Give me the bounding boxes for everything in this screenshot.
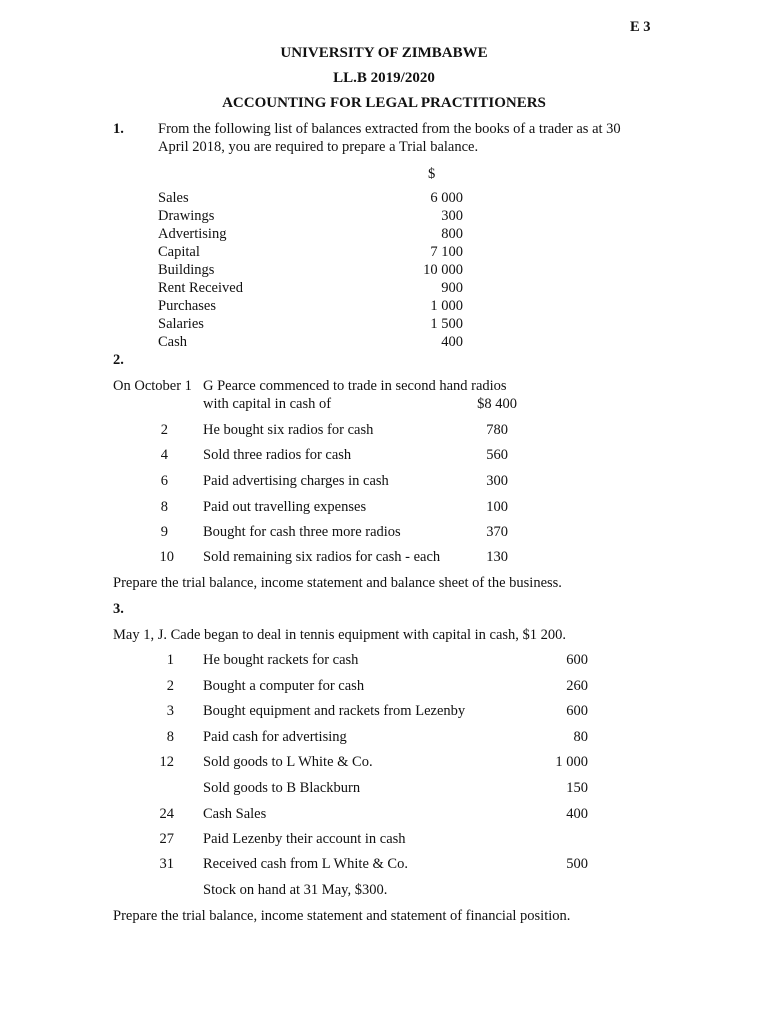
balance-amount: 300	[441, 208, 463, 224]
balance-name: Capital	[158, 244, 200, 260]
transaction-text: Paid out travelling expenses	[203, 499, 367, 515]
transaction-day: 9	[160, 524, 168, 540]
transaction-text: Paid cash for advertising	[203, 729, 347, 745]
stock-note: Stock on hand at 31 May, $300.	[203, 882, 388, 898]
transaction-day: 2	[160, 422, 168, 438]
transaction-amount: 600	[566, 652, 588, 668]
transaction-amount: 130	[486, 549, 508, 565]
transaction-amount: 150	[566, 780, 588, 796]
transaction-amount: 400	[566, 806, 588, 822]
transaction-day: 2	[166, 678, 174, 694]
transaction-day: 27	[159, 831, 174, 847]
balance-name: Advertising	[158, 226, 227, 242]
transaction-amount: 260	[566, 678, 588, 694]
question-2-intro-line2: with capital in cash of	[203, 396, 332, 412]
transaction-text: Paid advertising charges in cash	[203, 473, 389, 489]
question-1-number: 1.	[113, 121, 124, 137]
transaction-day: 8	[160, 499, 168, 515]
programme-title: LL.B 2019/2020	[333, 70, 435, 86]
currency-header: $	[428, 166, 436, 182]
transaction-amount: 80	[573, 729, 588, 745]
question-2-date: On October 1	[113, 378, 192, 394]
transaction-day: 12	[159, 754, 174, 770]
question-2-number: 2.	[113, 352, 124, 368]
transaction-day: 24	[159, 806, 174, 822]
transaction-text: Received cash from L White & Co.	[203, 856, 408, 872]
transaction-day: 6	[160, 473, 168, 489]
transaction-text: Sold three radios for cash	[203, 447, 352, 463]
transaction-text: Sold remaining six radios for cash - each	[203, 549, 441, 565]
balance-name: Purchases	[158, 298, 216, 314]
balance-amount: 400	[441, 334, 463, 350]
balance-amount: 7 100	[430, 244, 463, 260]
transaction-amount: 500	[566, 856, 588, 872]
transaction-text: Sold goods to B Blackburn	[203, 780, 361, 796]
question-3-number: 3.	[113, 601, 124, 617]
transaction-day: 31	[159, 856, 174, 872]
question-1-intro-line1: From the following list of balances extracted from the books of a trader as at 30	[158, 121, 621, 137]
transaction-text: Cash Sales	[203, 806, 267, 822]
question-2-intro-line1: G Pearce commenced to trade in second hand radios	[203, 378, 507, 394]
transaction-amount: 370	[486, 524, 508, 540]
transaction-day: 4	[160, 447, 168, 463]
transaction-amount: 300	[486, 473, 508, 489]
transaction-day: 10	[159, 549, 174, 565]
balance-name: Sales	[158, 190, 189, 206]
course-title: ACCOUNTING FOR LEGAL PRACTITIONERS	[222, 95, 546, 111]
transaction-text: He bought rackets for cash	[203, 652, 359, 668]
university-title: UNIVERSITY OF ZIMBABWE	[280, 45, 488, 61]
page-code: E 3	[630, 19, 651, 35]
balance-name: Rent Received	[158, 280, 243, 296]
question-3-intro: May 1, J. Cade began to deal in tennis equipment with capital in cash, $1 200.	[113, 627, 567, 643]
balance-name: Cash	[158, 334, 187, 350]
transaction-text: Bought for cash three more radios	[203, 524, 401, 540]
transaction-text: He bought six radios for cash	[203, 422, 374, 438]
transaction-amount: 1 000	[555, 754, 588, 770]
transaction-amount: 780	[486, 422, 508, 438]
question-1-intro-line2: April 2018, you are required to prepare a Trial balance.	[158, 139, 479, 155]
transaction-day: 8	[166, 729, 174, 745]
transaction-day: 3	[166, 703, 174, 719]
balance-amount: 1 000	[430, 298, 463, 314]
question-2-capital-amount: $8 400	[477, 396, 517, 412]
balance-amount: 10 000	[423, 262, 463, 278]
transaction-amount: 560	[486, 447, 508, 463]
balance-amount: 6 000	[430, 190, 463, 206]
transaction-text: Bought equipment and rackets from Lezenby	[203, 703, 466, 719]
balance-name: Salaries	[158, 316, 204, 332]
balance-amount: 900	[441, 280, 463, 296]
question-3-instruction: Prepare the trial balance, income statement and statement of financial position.	[113, 908, 571, 924]
balance-name: Drawings	[158, 208, 215, 224]
transaction-day: 1	[166, 652, 174, 668]
balance-name: Buildings	[158, 262, 215, 278]
transaction-text: Paid Lezenby their account in cash	[203, 831, 406, 847]
transaction-text: Bought a computer for cash	[203, 678, 365, 694]
transaction-amount: 600	[566, 703, 588, 719]
transaction-amount: 100	[486, 499, 508, 515]
balance-amount: 1 500	[430, 316, 463, 332]
balance-amount: 800	[441, 226, 463, 242]
transaction-text: Sold goods to L White & Co.	[203, 754, 373, 770]
question-2-instruction: Prepare the trial balance, income statement and balance sheet of the business.	[113, 575, 562, 591]
